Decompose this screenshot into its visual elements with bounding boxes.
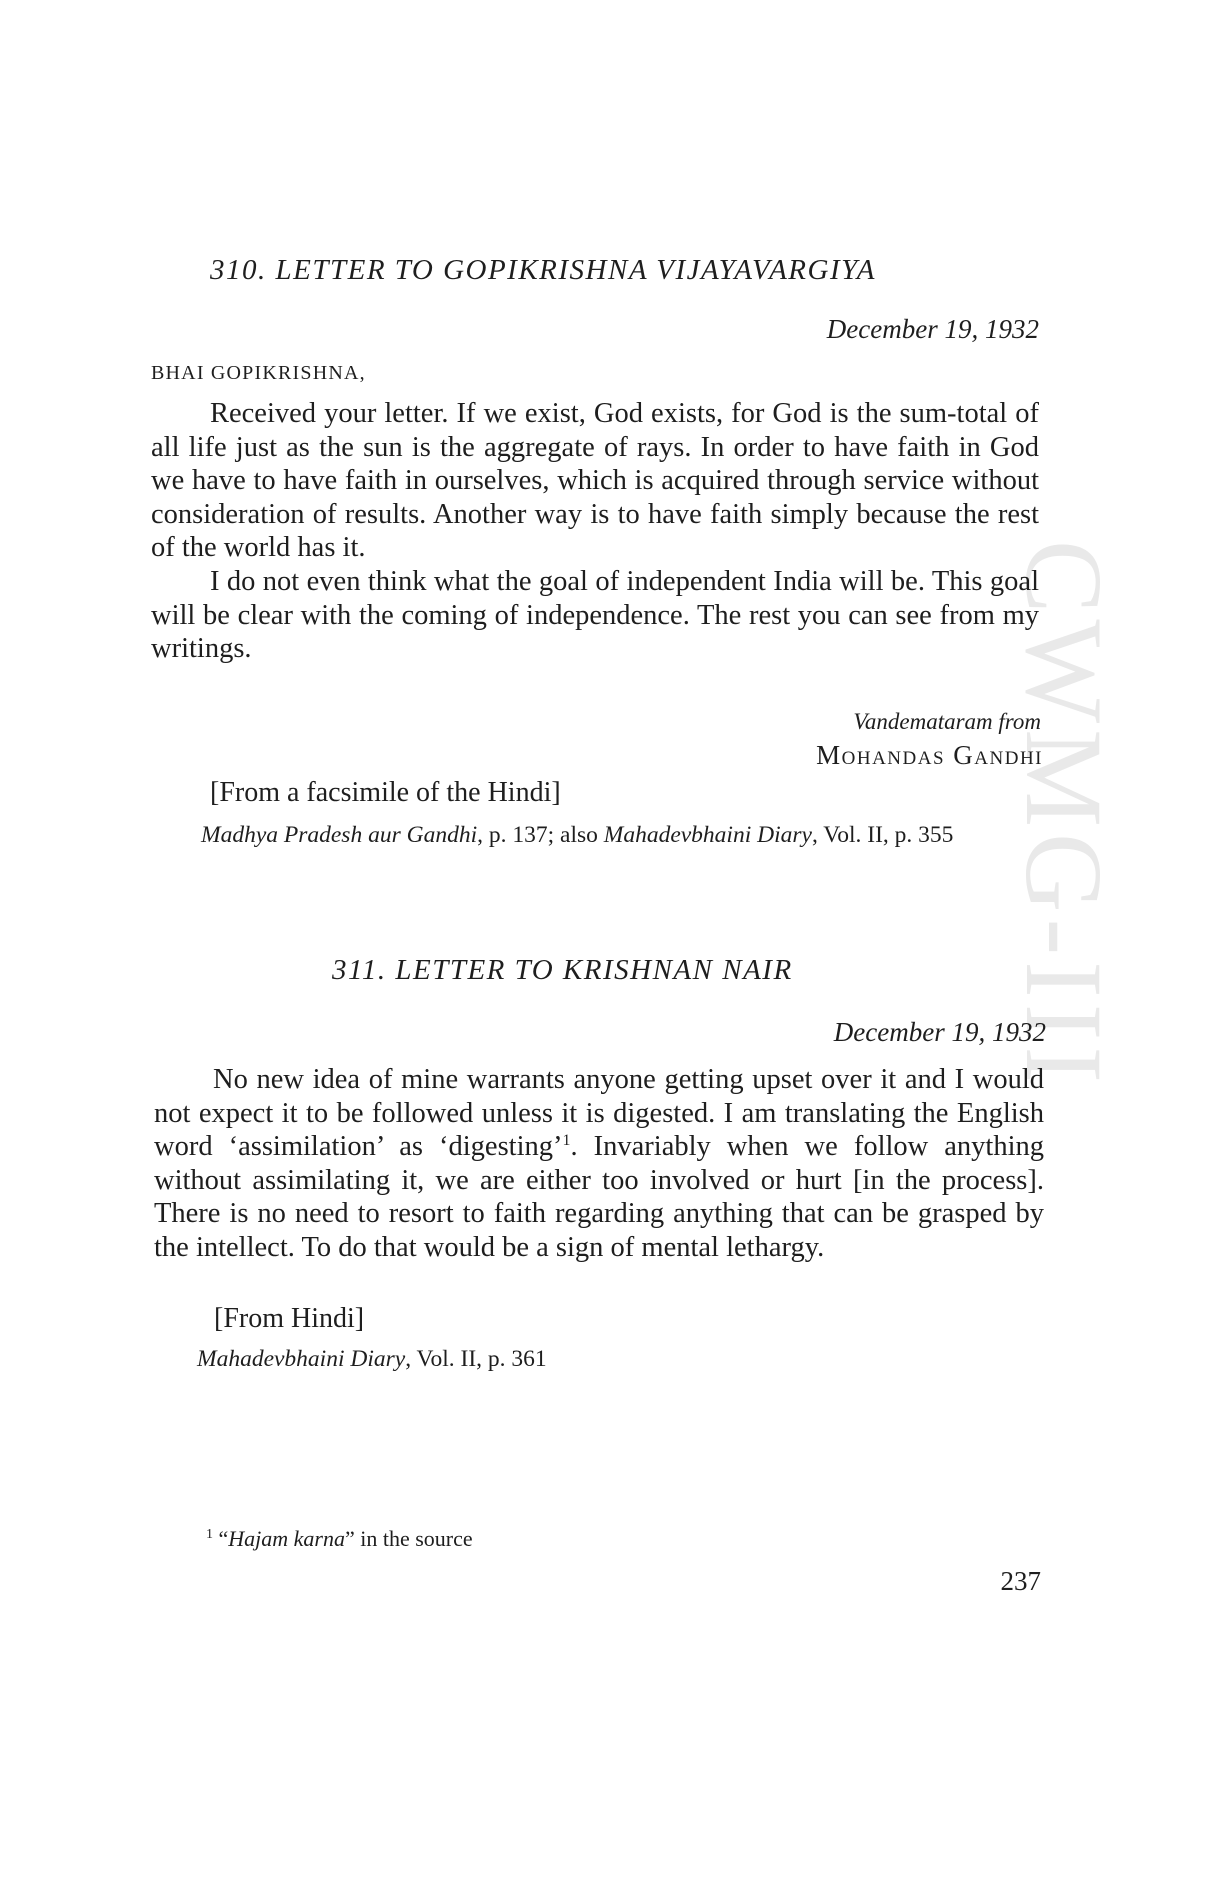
citation-work-2: Mahadevbhaini Diary	[603, 822, 812, 848]
footnote-term: Hajam karna	[228, 1526, 345, 1551]
watermark: CWMG-III	[1003, 540, 1125, 1089]
footnote-quote-close: ”	[344, 1526, 355, 1551]
letter-311-text-1: No new idea of mine warrants anyone getting upset over it and I would not expect it to be followed unless it is digested. I am translating the English word ‘assimilation’ as ‘digesting’	[154, 1064, 1044, 1163]
citation-work-1: Madhya Pradesh aur Gandhi	[201, 822, 478, 848]
footnote-reference: 1	[562, 1132, 571, 1150]
letter-310-body	[151, 397, 1039, 666]
letter-311-source-note: [From Hindi]	[214, 1303, 365, 1334]
letter-310-signature: Mohandas Gandhi	[816, 740, 1043, 770]
letter-310-closing: Vandemataram from	[853, 709, 1041, 734]
letter-310-paragraph-2: I do not even think what the goal of independent India will be. This goal will be clear with the coming of independence. The rest you can see from my writings.	[151, 565, 1039, 665]
letter-310-paragraph-1: Received your letter. If we exist, God exists, for God is the sum-total of all life just as the sun is the aggregate of rays. In order to have faith in God we have to have faith in ourselves, which is acquired through service without consideration of results. Another way is to have faith simply because the rest of the world has it.	[151, 398, 1039, 564]
citation-rest: , Vol. II, p. 355	[811, 822, 954, 848]
letter-310-date: December 19, 1932	[826, 314, 1039, 344]
letter-311-body	[154, 1063, 1044, 1265]
letter-310-title: 310. LETTER TO GOPIKRISHNA VIJAYAVARGIYA	[210, 254, 876, 286]
letter-310-salutation: BHAI GOPIKRISHNA,	[151, 362, 366, 384]
page-number: 237	[1000, 1566, 1041, 1596]
footnote	[206, 1526, 473, 1552]
citation-work: Mahadevbhaini Diary	[197, 1346, 406, 1372]
letter-311-citation	[197, 1340, 547, 1378]
letter-310-source-note: [From a facsimile of the Hindi]	[210, 777, 561, 808]
citation-rest: , Vol. II, p. 361	[405, 1346, 547, 1372]
footnote-quote-open: “	[218, 1526, 229, 1551]
letter-311-paragraph	[154, 1063, 1044, 1265]
footnote-mark: 1	[206, 1527, 213, 1542]
letter-311-title: 311. LETTER TO KRISHNAN NAIR	[332, 954, 793, 986]
letter-311-text-2: . Invariably when we follow anything without assimilating it, we are either too involved or hurt [in the process]. There is no need to resort to faith regarding anything that can be grasped by the intellect. To do that would be a sign of mental lethargy.	[154, 1131, 1044, 1263]
letter-311-date: December 19, 1932	[833, 1017, 1046, 1047]
letter-310-citation	[151, 816, 1039, 854]
footnote-text: in the source	[354, 1526, 473, 1551]
citation-page-1: , p. 137; also	[477, 822, 604, 848]
